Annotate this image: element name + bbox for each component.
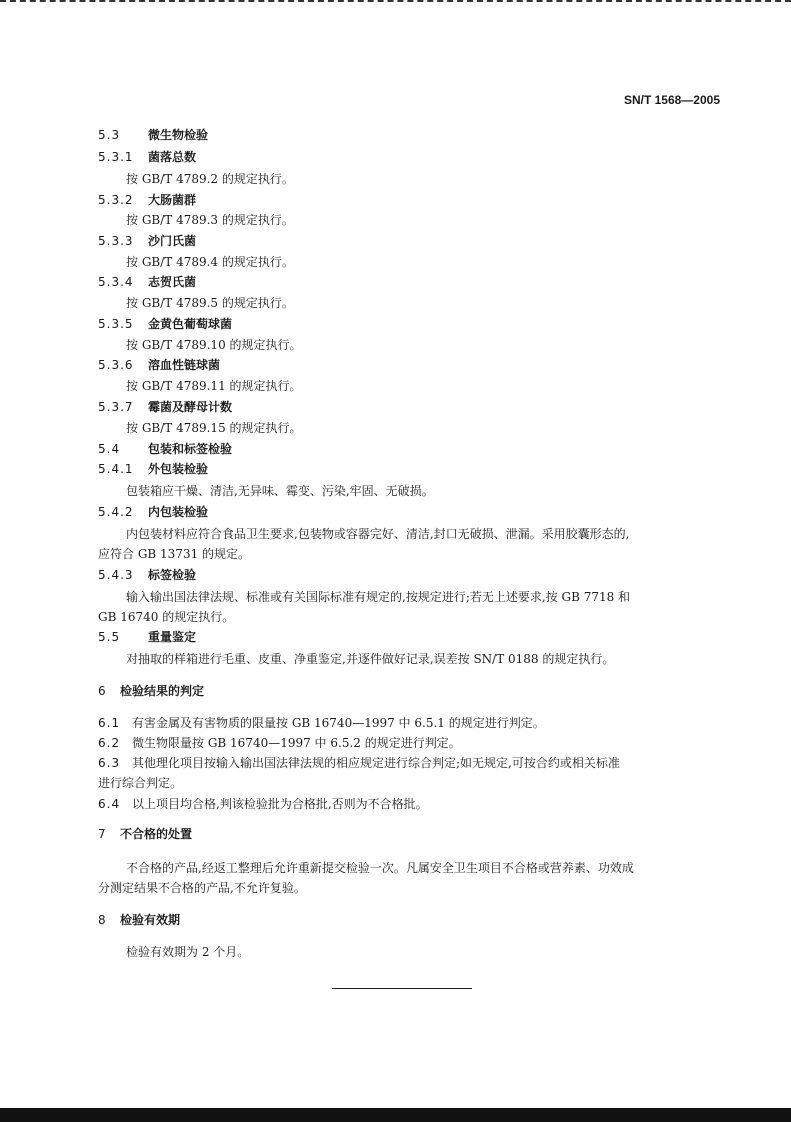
- section-5-3-2-text: 按 GB/T 4789.3 的规定执行。: [126, 213, 294, 227]
- section-number: 6.4: [98, 797, 121, 811]
- section-5-3-1-text: 按 GB/T 4789.2 的规定执行。: [126, 172, 294, 186]
- section-5-3-6-heading: [98, 357, 220, 373]
- section-title: 检验有效期: [120, 913, 181, 927]
- section-5-3-heading: [98, 127, 208, 143]
- section-6-4: [98, 796, 428, 812]
- bottom-scan-edge: [0, 1108, 791, 1122]
- section-number: 5.3.6: [98, 358, 134, 372]
- section-5-5-heading: [98, 629, 196, 645]
- section-title: 内包装检验: [148, 505, 209, 519]
- section-8-text: 检验有效期为 2 个月。: [126, 945, 250, 959]
- section-5-4-1-text: 包装箱应干燥、清洁,无异味、霉变、污染,牢固、无破损。: [126, 484, 434, 498]
- section-5-5-text: 对抽取的样箱进行毛重、皮重、净重鉴定,并逐件做好记录,误差按 SN/T 0188 的规定执行。: [126, 652, 615, 666]
- section-number: 5.3.5: [98, 317, 134, 331]
- section-5-3-7-text: 按 GB/T 4789.15 的规定执行。: [126, 421, 302, 435]
- section-number: 8: [98, 913, 107, 927]
- section-number: 5.5: [98, 630, 121, 644]
- section-number: 6.1: [98, 716, 121, 730]
- section-5-3-5-text: 按 GB/T 4789.10 的规定执行。: [126, 338, 302, 352]
- section-number: 5.3.7: [98, 400, 134, 414]
- section-text: 以上项目均合格,判该检验批为合格批,否则为不合格批。: [132, 797, 428, 811]
- section-5-4-2-heading: [98, 504, 208, 520]
- section-7-heading: [98, 826, 192, 842]
- section-text: 微生物限量按 GB 16740—1997 中 6.5.2 的规定进行判定。: [132, 736, 461, 750]
- section-title: 大肠菌群: [148, 193, 197, 207]
- section-number: 5.4.2: [98, 505, 134, 519]
- section-8-heading: [98, 912, 180, 928]
- section-5-4-2-text-line2: 应符合 GB 13731 的规定。: [98, 547, 251, 561]
- section-number: 5.3.2: [98, 193, 134, 207]
- section-title: 检验结果的判定: [120, 684, 205, 698]
- section-title: 标签检验: [148, 568, 197, 582]
- section-5-3-5-heading: [98, 316, 232, 332]
- section-5-3-2-heading: [98, 192, 196, 208]
- section-5-3-4-heading: [98, 274, 196, 290]
- section-title: 沙门氏菌: [148, 234, 197, 248]
- section-number: 5.3.3: [98, 234, 134, 248]
- section-number: 5.3.4: [98, 275, 134, 289]
- section-5-4-1-heading: [98, 461, 208, 477]
- section-text: 其他理化项目按输入输出国法律法规的相应规定进行综合判定;如无规定,可按合约或相关标准: [132, 756, 620, 770]
- section-5-4-3-heading: [98, 567, 196, 583]
- section-5-3-7-heading: [98, 399, 232, 415]
- section-title: 微生物检验: [148, 128, 209, 142]
- section-6-1: [98, 715, 545, 731]
- section-title: 重量鉴定: [148, 630, 197, 644]
- section-number: 6: [98, 684, 107, 698]
- section-number: 5.3: [98, 128, 121, 142]
- section-number: 6.2: [98, 736, 121, 750]
- section-5-3-3-text: 按 GB/T 4789.4 的规定执行。: [126, 255, 294, 269]
- section-number: 5.4.1: [98, 462, 134, 476]
- section-number: 5.4.3: [98, 568, 134, 582]
- section-6-2: [98, 735, 461, 751]
- section-number: 7: [98, 827, 107, 841]
- section-title: 外包装检验: [148, 462, 209, 476]
- section-number: 5.4: [98, 442, 121, 456]
- section-number: 6.3: [98, 756, 121, 770]
- section-title: 霉菌及酵母计数: [148, 400, 233, 414]
- top-scan-edge: [0, 0, 791, 5]
- section-title: 菌落总数: [148, 150, 197, 164]
- standard-code: SN/T 1568—2005: [623, 93, 720, 107]
- section-5-4-3-text-line1: 输入输出国法律法规、标准或有关国际标准有规定的,按规定进行;若无上述要求,按 GB 7718 和: [126, 590, 631, 604]
- section-5-4-3-text-line2: GB 16740 的规定执行。: [98, 610, 235, 624]
- section-text: 有害金属及有害物质的限量按 GB 16740—1997 中 6.5.1 的规定进行判定。: [132, 716, 545, 730]
- section-5-3-6-text: 按 GB/T 4789.11 的规定执行。: [126, 379, 302, 393]
- section-number: 5.3.1: [98, 150, 134, 164]
- section-title: 溶血性链球菌: [148, 358, 221, 372]
- section-title: 包装和标签检验: [148, 442, 233, 456]
- section-7-text-line1: 不合格的产品,经返工整理后允许重新提交检验一次。凡属安全卫生项目不合格或营养素、功效成: [126, 861, 634, 875]
- section-title: 金黄色葡萄球菌: [148, 317, 233, 331]
- section-5-4-2-text-line1: 内包装材料应符合食品卫生要求,包装物或容器完好、清洁,封口无破损、泄漏。采用胶囊形态的,: [126, 527, 630, 541]
- section-title: 不合格的处置: [120, 827, 193, 841]
- section-5-3-1-heading: [98, 149, 196, 165]
- section-5-3-3-heading: [98, 233, 196, 249]
- section-6-3-line1: [98, 755, 620, 771]
- section-6-heading: [98, 683, 204, 699]
- section-7-text-line2: 分测定结果不合格的产品,不允许复验。: [98, 881, 306, 895]
- section-title: 志贺氏菌: [148, 275, 197, 289]
- end-of-document-rule: [332, 988, 472, 989]
- section-5-4-heading: [98, 441, 232, 457]
- section-5-3-4-text: 按 GB/T 4789.5 的规定执行。: [126, 296, 294, 310]
- section-6-3-line2: 进行综合判定。: [98, 776, 183, 790]
